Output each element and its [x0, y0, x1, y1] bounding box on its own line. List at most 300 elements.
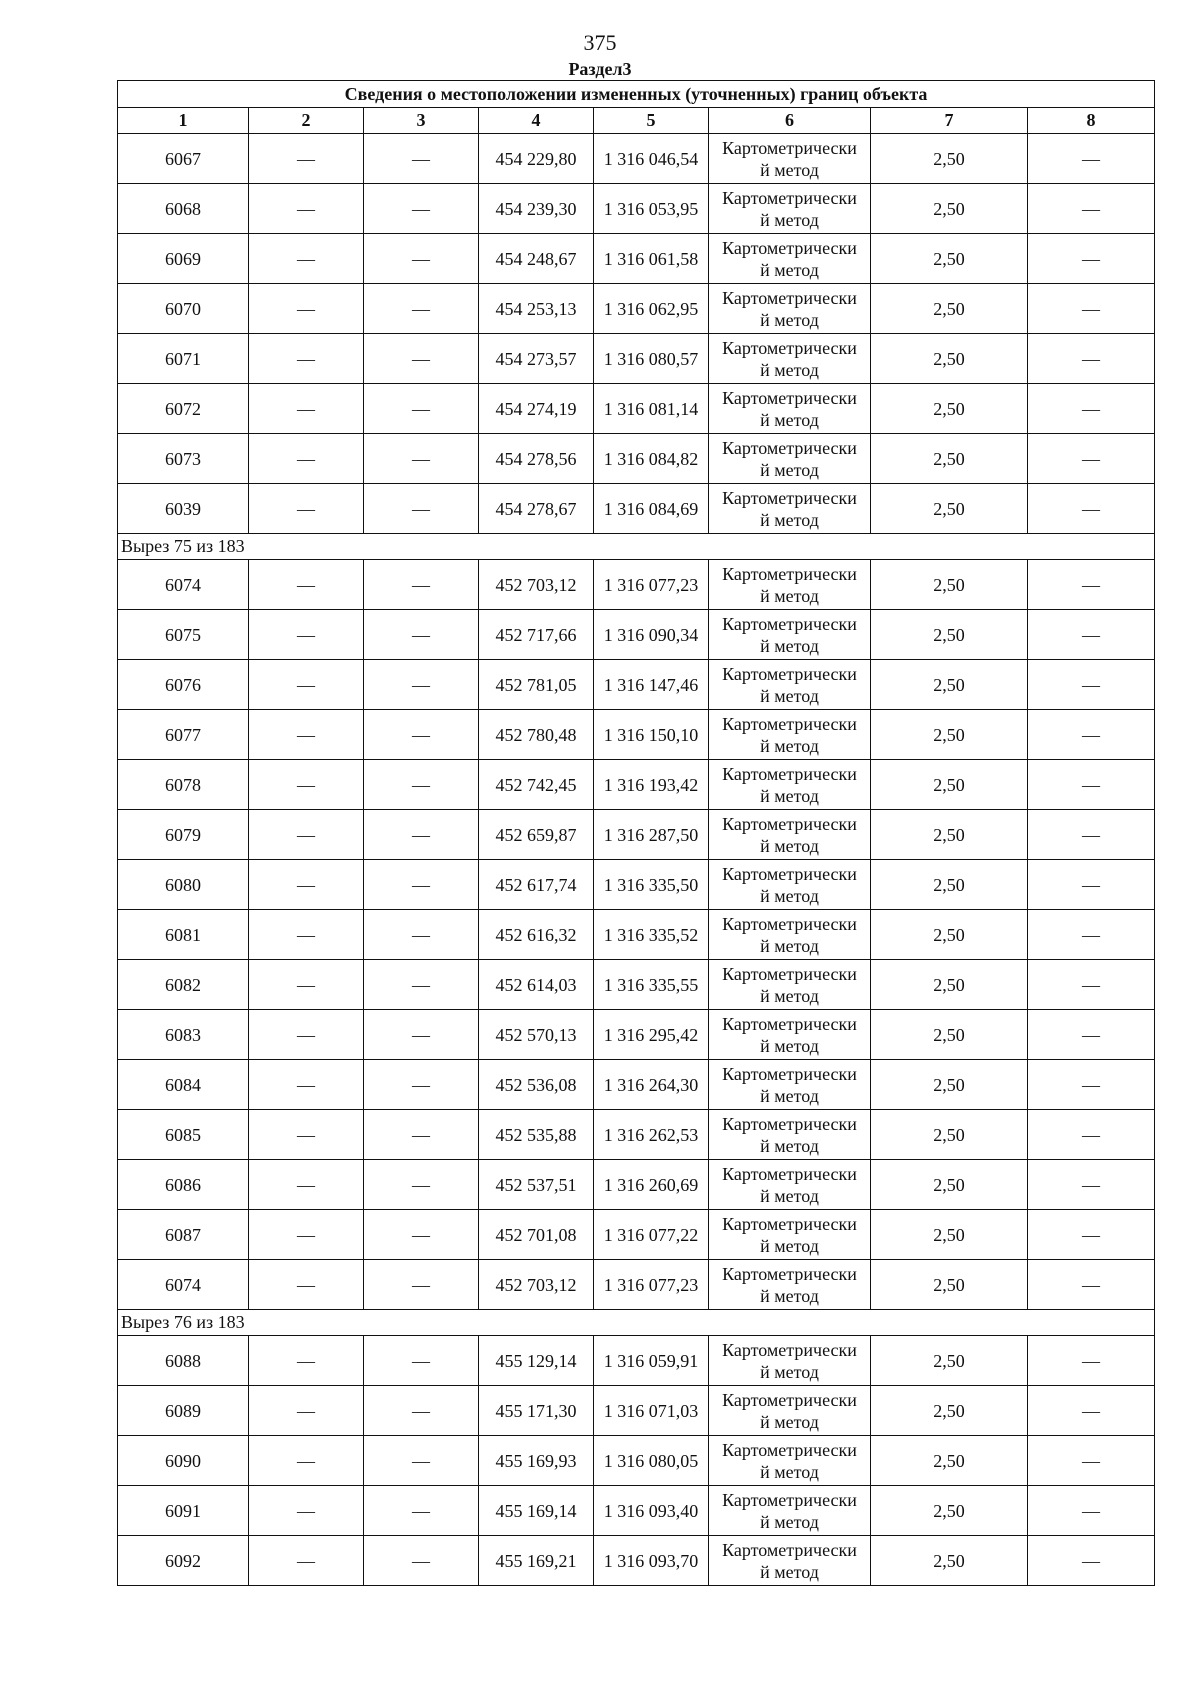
x-coordinate-cell: 455 169,93 [479, 1436, 594, 1486]
method-line-2: й метод [760, 1235, 819, 1256]
method-line-1: Картометрически [722, 1113, 857, 1134]
method-line-2: й метод [760, 735, 819, 756]
method-line-2: й метод [760, 935, 819, 956]
accuracy-cell: 2,50 [871, 1210, 1028, 1260]
group-header-row [118, 534, 1155, 560]
column-number: 2 [249, 108, 364, 134]
table-row [118, 1160, 1155, 1210]
col2-cell: — [249, 1010, 364, 1060]
col3-cell: — [364, 1536, 479, 1586]
point-number-cell: 6071 [118, 334, 249, 384]
method-cell [709, 384, 871, 434]
method-line-2: й метод [760, 885, 819, 906]
accuracy-cell: 2,50 [871, 1486, 1028, 1536]
col3-cell: — [364, 234, 479, 284]
y-coordinate-cell: 1 316 147,46 [594, 660, 709, 710]
method-line-2: й метод [760, 585, 819, 606]
point-number-cell: 6074 [118, 1260, 249, 1310]
method-line-2: й метод [760, 209, 819, 230]
method-line-1: Картометрически [722, 963, 857, 984]
method-cell [709, 434, 871, 484]
col8-cell: — [1028, 1486, 1155, 1536]
col8-cell: — [1028, 1260, 1155, 1310]
col2-cell: — [249, 1110, 364, 1160]
col3-cell: — [364, 1386, 479, 1436]
table-caption-row [118, 81, 1155, 108]
table-row [118, 1536, 1155, 1586]
table-row [118, 1210, 1155, 1260]
accuracy-cell: 2,50 [871, 1536, 1028, 1586]
method-cell [709, 1386, 871, 1436]
method-line-1: Картометрически [722, 613, 857, 634]
accuracy-cell: 2,50 [871, 134, 1028, 184]
method-cell [709, 334, 871, 384]
accuracy-cell: 2,50 [871, 960, 1028, 1010]
col8-cell: — [1028, 1160, 1155, 1210]
method-line-1: Картометрически [722, 913, 857, 934]
y-coordinate-cell: 1 316 080,57 [594, 334, 709, 384]
accuracy-cell: 2,50 [871, 284, 1028, 334]
y-coordinate-cell: 1 316 090,34 [594, 610, 709, 660]
col3-cell: — [364, 1260, 479, 1310]
col3-cell: — [364, 334, 479, 384]
col8-cell: — [1028, 234, 1155, 284]
method-cell [709, 760, 871, 810]
col3-cell: — [364, 1336, 479, 1386]
table-row [118, 484, 1155, 534]
method-line-1: Картометрически [722, 763, 857, 784]
col8-cell: — [1028, 434, 1155, 484]
table-row [118, 1110, 1155, 1160]
col8-cell: — [1028, 484, 1155, 534]
col8-cell: — [1028, 1536, 1155, 1586]
method-line-1: Картометрически [722, 487, 857, 508]
accuracy-cell: 2,50 [871, 484, 1028, 534]
accuracy-cell: 2,50 [871, 860, 1028, 910]
col8-cell: — [1028, 1210, 1155, 1260]
table-row [118, 860, 1155, 910]
x-coordinate-cell: 452 780,48 [479, 710, 594, 760]
y-coordinate-cell: 1 316 062,95 [594, 284, 709, 334]
col3-cell: — [364, 434, 479, 484]
method-line-2: й метод [760, 1085, 819, 1106]
col8-cell: — [1028, 760, 1155, 810]
col3-cell: — [364, 134, 479, 184]
y-coordinate-cell: 1 316 335,50 [594, 860, 709, 910]
point-number-cell: 6082 [118, 960, 249, 1010]
y-coordinate-cell: 1 316 081,14 [594, 384, 709, 434]
table-row [118, 1060, 1155, 1110]
col3-cell: — [364, 760, 479, 810]
col8-cell: — [1028, 1060, 1155, 1110]
col8-cell: — [1028, 960, 1155, 1010]
table-title: Сведения о местоположении измененных (уточненных) границ объекта [118, 81, 1155, 108]
col2-cell: — [249, 1436, 364, 1486]
column-number: 3 [364, 108, 479, 134]
method-line-1: Картометрически [722, 437, 857, 458]
table-row [118, 810, 1155, 860]
method-cell [709, 560, 871, 610]
x-coordinate-cell: 452 536,08 [479, 1060, 594, 1110]
x-coordinate-cell: 452 703,12 [479, 1260, 594, 1310]
table-row [118, 234, 1155, 284]
point-number-cell: 6085 [118, 1110, 249, 1160]
accuracy-cell: 2,50 [871, 334, 1028, 384]
accuracy-cell: 2,50 [871, 760, 1028, 810]
y-coordinate-cell: 1 316 335,55 [594, 960, 709, 1010]
method-line-1: Картометрически [722, 713, 857, 734]
y-coordinate-cell: 1 316 084,82 [594, 434, 709, 484]
accuracy-cell: 2,50 [871, 1160, 1028, 1210]
y-coordinate-cell: 1 316 077,23 [594, 560, 709, 610]
col3-cell: — [364, 1060, 479, 1110]
method-line-1: Картометрически [722, 337, 857, 358]
method-line-1: Картометрически [722, 387, 857, 408]
method-line-2: й метод [760, 635, 819, 656]
method-line-2: й метод [760, 1035, 819, 1056]
x-coordinate-cell: 455 129,14 [479, 1336, 594, 1386]
method-line-2: й метод [760, 835, 819, 856]
accuracy-cell: 2,50 [871, 384, 1028, 434]
col8-cell: — [1028, 810, 1155, 860]
coordinates-table [117, 80, 1155, 1586]
group-header-row [118, 1310, 1155, 1336]
method-line-2: й метод [760, 1511, 819, 1532]
col2-cell: — [249, 434, 364, 484]
x-coordinate-cell: 452 617,74 [479, 860, 594, 910]
method-cell [709, 1110, 871, 1160]
col2-cell: — [249, 1486, 364, 1536]
col2-cell: — [249, 960, 364, 1010]
table-row [118, 760, 1155, 810]
col8-cell: — [1028, 334, 1155, 384]
table-row [118, 710, 1155, 760]
accuracy-cell: 2,50 [871, 810, 1028, 860]
col3-cell: — [364, 384, 479, 434]
method-cell [709, 860, 871, 910]
method-cell [709, 184, 871, 234]
point-number-cell: 6081 [118, 910, 249, 960]
col8-cell: — [1028, 910, 1155, 960]
method-cell [709, 1160, 871, 1210]
table-row [118, 1436, 1155, 1486]
method-line-2: й метод [760, 1411, 819, 1432]
method-cell [709, 1210, 871, 1260]
x-coordinate-cell: 452 535,88 [479, 1110, 594, 1160]
group-label: Вырез 75 из 183 [118, 534, 1155, 560]
method-cell [709, 284, 871, 334]
col3-cell: — [364, 284, 479, 334]
table-row [118, 1486, 1155, 1536]
method-line-1: Картометрически [722, 863, 857, 884]
y-coordinate-cell: 1 316 046,54 [594, 134, 709, 184]
col2-cell: — [249, 334, 364, 384]
point-number-cell: 6087 [118, 1210, 249, 1260]
y-coordinate-cell: 1 316 093,40 [594, 1486, 709, 1536]
table-row [118, 284, 1155, 334]
y-coordinate-cell: 1 316 093,70 [594, 1536, 709, 1586]
table-row [118, 610, 1155, 660]
col2-cell: — [249, 1060, 364, 1110]
x-coordinate-cell: 454 253,13 [479, 284, 594, 334]
point-number-cell: 6076 [118, 660, 249, 710]
point-number-cell: 6068 [118, 184, 249, 234]
col8-cell: — [1028, 660, 1155, 710]
method-cell [709, 1060, 871, 1110]
method-cell [709, 1010, 871, 1060]
method-cell [709, 1536, 871, 1586]
col2-cell: — [249, 234, 364, 284]
method-line-2: й метод [760, 1561, 819, 1582]
point-number-cell: 6092 [118, 1536, 249, 1586]
col3-cell: — [364, 960, 479, 1010]
column-number-row [118, 108, 1155, 134]
col2-cell: — [249, 1386, 364, 1436]
col2-cell: — [249, 560, 364, 610]
point-number-cell: 6079 [118, 810, 249, 860]
table-row [118, 1010, 1155, 1060]
method-line-2: й метод [760, 985, 819, 1006]
col3-cell: — [364, 484, 479, 534]
col3-cell: — [364, 1436, 479, 1486]
col8-cell: — [1028, 560, 1155, 610]
method-line-1: Картометрически [722, 1213, 857, 1234]
method-line-2: й метод [760, 685, 819, 706]
col2-cell: — [249, 1210, 364, 1260]
method-line-1: Картометрически [722, 1013, 857, 1034]
method-line-1: Картометрически [722, 287, 857, 308]
x-coordinate-cell: 452 659,87 [479, 810, 594, 860]
method-line-1: Картометрически [722, 137, 857, 158]
column-number: 5 [594, 108, 709, 134]
method-cell [709, 660, 871, 710]
group-label: Вырез 76 из 183 [118, 1310, 1155, 1336]
method-cell [709, 134, 871, 184]
method-cell [709, 910, 871, 960]
method-cell [709, 710, 871, 760]
col8-cell: — [1028, 134, 1155, 184]
col8-cell: — [1028, 710, 1155, 760]
table-row [118, 184, 1155, 234]
col2-cell: — [249, 1260, 364, 1310]
col3-cell: — [364, 560, 479, 610]
method-line-2: й метод [760, 259, 819, 280]
col2-cell: — [249, 184, 364, 234]
col2-cell: — [249, 484, 364, 534]
point-number-cell: 6077 [118, 710, 249, 760]
method-line-1: Картометрически [722, 1539, 857, 1560]
accuracy-cell: 2,50 [871, 710, 1028, 760]
point-number-cell: 6070 [118, 284, 249, 334]
y-coordinate-cell: 1 316 071,03 [594, 1386, 709, 1436]
method-line-2: й метод [760, 409, 819, 430]
point-number-cell: 6080 [118, 860, 249, 910]
column-number: 4 [479, 108, 594, 134]
col3-cell: — [364, 910, 479, 960]
method-line-1: Картометрически [722, 563, 857, 584]
col3-cell: — [364, 810, 479, 860]
accuracy-cell: 2,50 [871, 184, 1028, 234]
col3-cell: — [364, 1110, 479, 1160]
table-row [118, 434, 1155, 484]
column-number: 7 [871, 108, 1028, 134]
table-row [118, 1336, 1155, 1386]
method-cell [709, 1486, 871, 1536]
x-coordinate-cell: 454 229,80 [479, 134, 594, 184]
x-coordinate-cell: 455 169,14 [479, 1486, 594, 1536]
method-cell [709, 1436, 871, 1486]
table-row [118, 334, 1155, 384]
table-row [118, 384, 1155, 434]
method-line-2: й метод [760, 309, 819, 330]
col2-cell: — [249, 1536, 364, 1586]
accuracy-cell: 2,50 [871, 1110, 1028, 1160]
method-cell [709, 234, 871, 284]
col2-cell: — [249, 610, 364, 660]
col3-cell: — [364, 1160, 479, 1210]
accuracy-cell: 2,50 [871, 1336, 1028, 1386]
method-line-1: Картометрически [722, 813, 857, 834]
method-line-1: Картометрически [722, 1263, 857, 1284]
method-line-2: й метод [760, 785, 819, 806]
x-coordinate-cell: 452 742,45 [479, 760, 594, 810]
method-line-2: й метод [760, 1185, 819, 1206]
accuracy-cell: 2,50 [871, 1260, 1028, 1310]
method-cell [709, 484, 871, 534]
accuracy-cell: 2,50 [871, 560, 1028, 610]
table-row [118, 910, 1155, 960]
point-number-cell: 6090 [118, 1436, 249, 1486]
method-line-1: Картометрически [722, 237, 857, 258]
method-line-1: Картометрически [722, 1489, 857, 1510]
col2-cell: — [249, 760, 364, 810]
y-coordinate-cell: 1 316 080,05 [594, 1436, 709, 1486]
y-coordinate-cell: 1 316 077,23 [594, 1260, 709, 1310]
point-number-cell: 6072 [118, 384, 249, 434]
point-number-cell: 6039 [118, 484, 249, 534]
point-number-cell: 6073 [118, 434, 249, 484]
method-line-2: й метод [760, 1461, 819, 1482]
x-coordinate-cell: 452 614,03 [479, 960, 594, 1010]
method-line-1: Картометрически [722, 1063, 857, 1084]
method-line-2: й метод [760, 1285, 819, 1306]
point-number-cell: 6091 [118, 1486, 249, 1536]
table-row [118, 960, 1155, 1010]
col3-cell: — [364, 610, 479, 660]
x-coordinate-cell: 454 273,57 [479, 334, 594, 384]
table-row [118, 1386, 1155, 1436]
col2-cell: — [249, 384, 364, 434]
col2-cell: — [249, 860, 364, 910]
x-coordinate-cell: 455 171,30 [479, 1386, 594, 1436]
col8-cell: — [1028, 1010, 1155, 1060]
method-line-1: Картометрически [722, 1339, 857, 1360]
x-coordinate-cell: 454 278,67 [479, 484, 594, 534]
col3-cell: — [364, 184, 479, 234]
y-coordinate-cell: 1 316 295,42 [594, 1010, 709, 1060]
col2-cell: — [249, 660, 364, 710]
point-number-cell: 6074 [118, 560, 249, 610]
table-row [118, 134, 1155, 184]
method-line-1: Картометрически [722, 1439, 857, 1460]
method-line-2: й метод [760, 359, 819, 380]
page-number: 375 [583, 30, 617, 55]
point-number-cell: 6075 [118, 610, 249, 660]
col8-cell: — [1028, 1110, 1155, 1160]
accuracy-cell: 2,50 [871, 1060, 1028, 1110]
point-number-cell: 6089 [118, 1386, 249, 1436]
y-coordinate-cell: 1 316 260,69 [594, 1160, 709, 1210]
method-cell [709, 810, 871, 860]
col8-cell: — [1028, 184, 1155, 234]
col8-cell: — [1028, 1436, 1155, 1486]
col2-cell: — [249, 1160, 364, 1210]
x-coordinate-cell: 452 781,05 [479, 660, 594, 710]
col2-cell: — [249, 710, 364, 760]
x-coordinate-cell: 454 278,56 [479, 434, 594, 484]
point-number-cell: 6084 [118, 1060, 249, 1110]
y-coordinate-cell: 1 316 150,10 [594, 710, 709, 760]
method-line-2: й метод [760, 1135, 819, 1156]
x-coordinate-cell: 454 248,67 [479, 234, 594, 284]
accuracy-cell: 2,50 [871, 610, 1028, 660]
method-cell [709, 1260, 871, 1310]
col3-cell: — [364, 860, 479, 910]
col3-cell: — [364, 1010, 479, 1060]
point-number-cell: 6069 [118, 234, 249, 284]
column-number: 8 [1028, 108, 1155, 134]
point-number-cell: 6067 [118, 134, 249, 184]
col8-cell: — [1028, 1386, 1155, 1436]
accuracy-cell: 2,50 [871, 660, 1028, 710]
accuracy-cell: 2,50 [871, 910, 1028, 960]
col3-cell: — [364, 660, 479, 710]
y-coordinate-cell: 1 316 077,22 [594, 1210, 709, 1260]
method-line-1: Картометрически [722, 1163, 857, 1184]
col8-cell: — [1028, 284, 1155, 334]
table-row [118, 560, 1155, 610]
accuracy-cell: 2,50 [871, 1386, 1028, 1436]
column-number: 6 [709, 108, 871, 134]
y-coordinate-cell: 1 316 262,53 [594, 1110, 709, 1160]
col3-cell: — [364, 1210, 479, 1260]
col2-cell: — [249, 810, 364, 860]
point-number-cell: 6078 [118, 760, 249, 810]
y-coordinate-cell: 1 316 264,30 [594, 1060, 709, 1110]
method-line-2: й метод [760, 459, 819, 480]
x-coordinate-cell: 454 274,19 [479, 384, 594, 434]
table-body [118, 81, 1155, 1586]
method-cell [709, 960, 871, 1010]
x-coordinate-cell: 452 703,12 [479, 560, 594, 610]
col2-cell: — [249, 1336, 364, 1386]
method-cell [709, 610, 871, 660]
x-coordinate-cell: 452 717,66 [479, 610, 594, 660]
y-coordinate-cell: 1 316 053,95 [594, 184, 709, 234]
point-number-cell: 6083 [118, 1010, 249, 1060]
col2-cell: — [249, 284, 364, 334]
method-line-1: Картометрически [722, 187, 857, 208]
method-line-2: й метод [760, 509, 819, 530]
col8-cell: — [1028, 860, 1155, 910]
table-row [118, 1260, 1155, 1310]
col8-cell: — [1028, 1336, 1155, 1386]
col2-cell: — [249, 134, 364, 184]
col3-cell: — [364, 710, 479, 760]
x-coordinate-cell: 455 169,21 [479, 1536, 594, 1586]
point-number-cell: 6086 [118, 1160, 249, 1210]
method-cell [709, 1336, 871, 1386]
